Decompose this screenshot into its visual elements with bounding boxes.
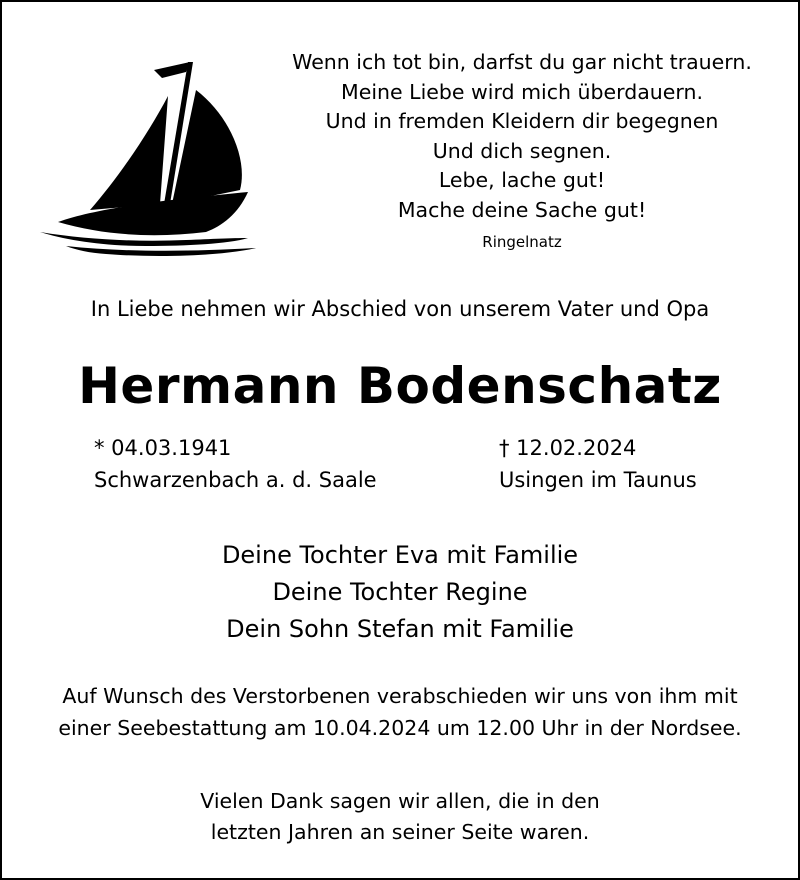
death-place: Usingen im Taunus [499, 468, 697, 492]
sailboat-icon [36, 54, 260, 258]
death-date: † 12.02.2024 [499, 436, 637, 460]
intro-text: In Liebe nehmen wir Abschied von unserem Vater und Opa [90, 297, 710, 321]
notice-line: Auf Wunsch des Verstorbenen verabschieden wir uns von ihm mit [62, 684, 738, 708]
poem [272, 48, 772, 252]
notice-line: einer Seebestattung am 10.04.2024 um 12.00 Uhr in der Nordsee. [58, 716, 742, 740]
poem-author: Ringelnatz [482, 232, 562, 251]
thanks-text [2, 786, 798, 848]
family-list [2, 537, 798, 648]
poem-line: Und dich segnen. [432, 138, 612, 163]
poem-line: Wenn ich tot bin, darfst du gar nicht trauern. [292, 50, 752, 74]
poem-line: Und in fremden Kleidern dir begegnen [325, 109, 719, 134]
family-member: Dein Sohn Stefan mit Familie [226, 615, 574, 643]
deceased-name: Hermann Bodenschatz [78, 357, 722, 415]
thanks-line: letzten Jahren an seiner Seite waren. [210, 820, 590, 844]
thanks-line: Vielen Dank sagen wir allen, die in den [200, 789, 600, 813]
burial-notice [2, 680, 798, 744]
birth-info [94, 432, 377, 496]
poem-line: Lebe, lache gut! [438, 168, 606, 193]
birth-place: Schwarzenbach a. d. Saale [94, 468, 377, 492]
death-info [499, 432, 697, 496]
birth-date: * 04.03.1941 [94, 436, 232, 460]
poem-line: Mache deine Sache gut! [397, 197, 647, 222]
family-member: Deine Tochter Regine [272, 578, 528, 606]
poem-line: Meine Liebe wird mich überdauern. [341, 79, 703, 104]
family-member: Deine Tochter Eva mit Familie [221, 541, 579, 569]
